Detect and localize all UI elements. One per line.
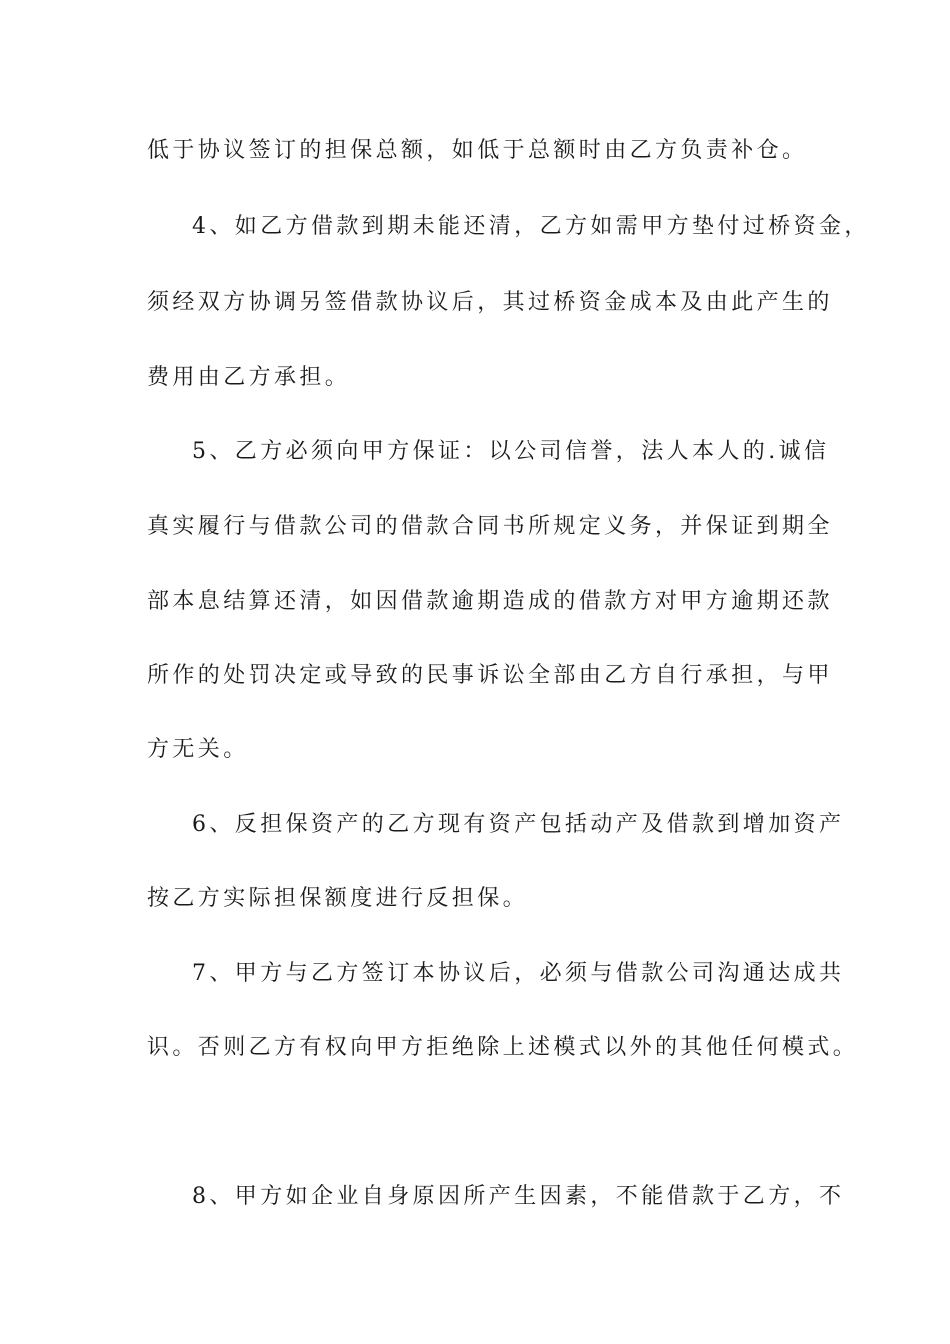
text-line: 方无关。 — [147, 737, 249, 762]
text-line: 5、乙方必须向甲方保证：以公司信誉，法人本人的.诚信 — [192, 439, 830, 464]
text-line: 真实履行与借款公司的借款合同书所规定义务，并保证到期全 — [147, 514, 833, 539]
text-line: 识。否则乙方有权向甲方拒绝除上述模式以外的其他任何模式。 — [147, 1035, 859, 1060]
text-line: 6、反担保资产的乙方现有资产包括动产及借款到增加资产 — [192, 812, 845, 837]
text-line: 部本息结算还清，如因借款逾期造成的借款方对甲方逾期还款 — [147, 589, 833, 614]
text-line: 所作的处罚决定或导致的民事诉讼全部由乙方自行承担，与甲 — [147, 663, 833, 688]
text-line: 8、甲方如企业自身原因所产生因素，不能借款于乙方，不 — [192, 1184, 845, 1209]
text-line: 4、如乙方借款到期未能还清，乙方如需甲方垫付过桥资金， — [192, 214, 870, 239]
text-line: 费用由乙方承担。 — [147, 365, 351, 390]
text-line: 低于协议签订的担保总额，如低于总额时由乙方负责补仓。 — [147, 138, 808, 163]
text-line: 7、甲方与乙方签订本协议后，必须与借款公司沟通达成共 — [192, 961, 845, 986]
text-line: 须经双方协调另签借款协议后，其过桥资金成本及由此产生的 — [147, 290, 833, 315]
text-line: 按乙方实际担保额度进行反担保。 — [147, 886, 529, 911]
